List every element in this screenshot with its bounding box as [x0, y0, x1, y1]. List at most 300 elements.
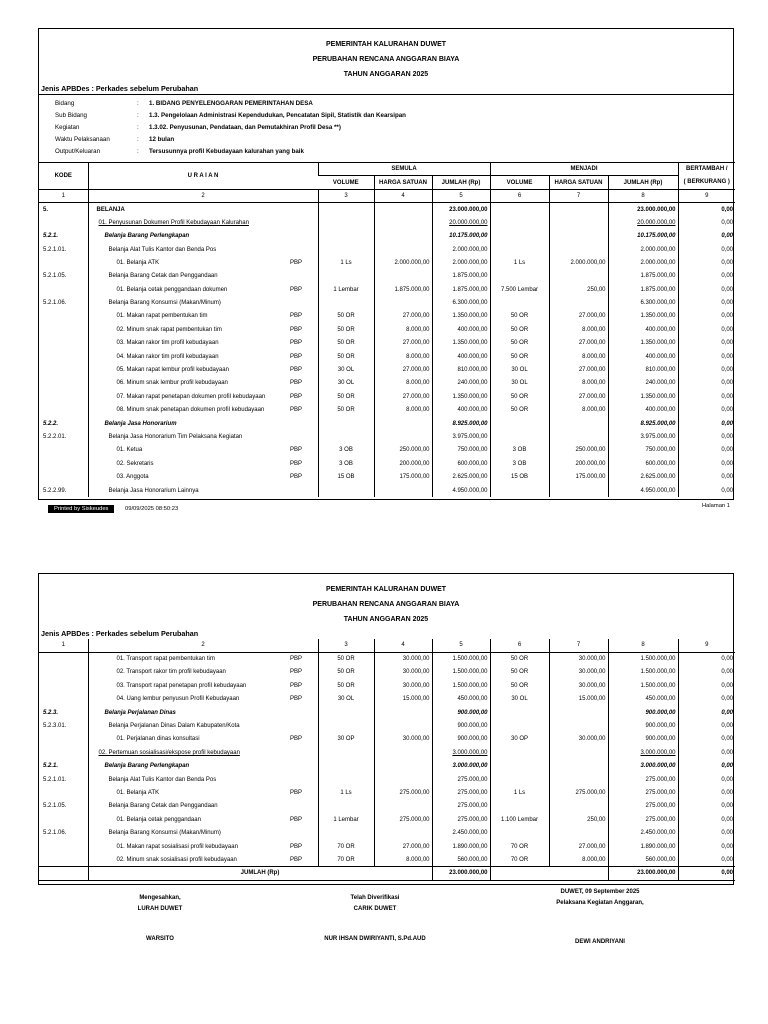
row-satuan: PBP [290, 447, 303, 454]
row-satuan [288, 706, 318, 719]
row-harga-semula [374, 706, 432, 719]
total-jumlah-semula: 23.000.000,00 [432, 867, 490, 880]
row-uraian-text: 01. Transport rapat pembentukan tim [116, 656, 215, 663]
row-selisih: 0,00 [678, 719, 735, 732]
table-row [39, 216, 735, 229]
row-volume-semula [318, 719, 374, 732]
row-uraian [88, 679, 288, 692]
row-uraian-text: Belanja Barang Konsumsi (Makan/Minum) [108, 830, 221, 837]
row-harga-menjadi [549, 706, 608, 719]
row-volume-semula: 3 OB [318, 457, 374, 470]
sig-mid-name: NUR IHSAN DWIRIYANTI, S.Pd.AUD [324, 936, 426, 942]
row-uraian-text: 02. Minum snak sosialisasi profil kebudayaan [116, 856, 237, 863]
row-volume-menjadi [490, 760, 549, 773]
row-jumlah-semula: 400.000,00 [432, 323, 490, 336]
row-volume-menjadi: 1.100 Lembar [490, 813, 549, 826]
row-kode [39, 337, 88, 350]
row-harga-semula: 200.000,00 [374, 457, 432, 470]
row-harga-semula [374, 243, 432, 256]
row-harga-menjadi [549, 296, 608, 309]
info-colon: : [137, 112, 139, 119]
row-kode: 5.2.1. [43, 233, 59, 240]
row-selisih: 0,00 [678, 786, 735, 799]
row-harga-semula: 30.000,00 [374, 666, 432, 679]
info-key: Kegiatan [55, 124, 80, 131]
row-harga-semula [374, 270, 432, 283]
column-number: 6 [490, 189, 549, 202]
header-line-2: PERUBAHAN RENCANA ANGGARAN BIAYA [312, 56, 460, 63]
row-uraian-text: 02. Sekretaris [116, 460, 154, 467]
row-uraian-text: 02. Pertemuan sosialisasi/ekspose profil kebudayaan [98, 749, 240, 756]
row-uraian-text: 02. Minum snak rapat pembentukan tim [116, 326, 222, 333]
col-menjadi: MENJADI [490, 163, 678, 176]
table-row [39, 363, 735, 376]
row-jumlah-menjadi: 1.500.000,00 [608, 679, 678, 692]
row-volume-semula: 50 OR [318, 404, 374, 417]
row-selisih: 0,00 [678, 693, 735, 706]
row-uraian [88, 706, 288, 719]
row-jumlah-semula: 1.890.000,00 [432, 840, 490, 853]
row-harga-semula: 8.000,00 [374, 350, 432, 363]
row-uraian-text: 01. Perjalanan dinas konsultasi [116, 736, 200, 743]
row-selisih: 0,00 [678, 323, 735, 336]
row-selisih: 0,00 [678, 826, 735, 839]
table-row [39, 350, 735, 363]
row-uraian [88, 652, 288, 665]
row-volume-semula: 50 OR [318, 390, 374, 403]
row-uraian [88, 457, 288, 470]
row-volume-semula [318, 773, 374, 786]
row-jumlah-semula: 1.500.000,00 [432, 666, 490, 679]
row-volume-semula: 3 OB [318, 444, 374, 457]
row-uraian-text: Belanja Barang Cetak dan Penggandaan [108, 273, 218, 280]
row-kode [39, 444, 88, 457]
row-volume-semula [318, 216, 374, 229]
row-uraian [88, 229, 288, 242]
row-jumlah-menjadi: 1.350.000,00 [608, 337, 678, 350]
row-satuan: PBP [290, 816, 303, 823]
row-harga-semula [374, 203, 432, 216]
row-satuan [288, 773, 318, 786]
row-satuan [288, 826, 318, 839]
row-uraian [88, 840, 288, 853]
row-volume-menjadi: 30 OP [490, 733, 549, 746]
column-number: 9 [678, 189, 735, 202]
row-volume-semula: 30 OL [318, 363, 374, 376]
table-row [39, 693, 735, 706]
row-kode [39, 283, 88, 296]
row-volume-semula [318, 800, 374, 813]
table-row [39, 270, 735, 283]
row-volume-menjadi: 30 OL [490, 693, 549, 706]
row-jumlah-menjadi: 1.875.000,00 [608, 270, 678, 283]
row-uraian-text: 07. Makan rapat penetapan dokumen profil kebudayaan [116, 393, 266, 400]
row-volume-menjadi: 7.500 Lembar [490, 283, 549, 296]
rab-page-1 [38, 28, 734, 500]
row-satuan: PBP [290, 656, 303, 663]
info-colon: : [137, 100, 139, 107]
row-volume-menjadi: 50 OR [490, 323, 549, 336]
info-value: Tersusunnya profil Kebudayaan kalurahan yang baik [149, 148, 304, 155]
row-uraian-text: 04. Makan rakor tim profil kebudayaan [116, 353, 219, 360]
row-uraian [88, 733, 288, 746]
row-selisih: 0,00 [678, 733, 735, 746]
row-kode [39, 679, 88, 692]
col-semula: SEMULA [318, 163, 490, 176]
row-kode: 5.2.2.01. [43, 434, 67, 440]
row-uraian-text: 01. Belanja cetak penggandaan dokumen [116, 286, 228, 293]
row-jumlah-menjadi: 400.000,00 [608, 323, 678, 336]
row-harga-semula [374, 296, 432, 309]
row-harga-semula: 275.000,00 [374, 813, 432, 826]
row-jumlah-semula: 20.000.000,00 [432, 216, 490, 229]
row-uraian-text: 01. Penyusunan Dokumen Profil Kebudayaan Kalurahan [98, 219, 249, 226]
row-harga-menjadi: 27.000,00 [549, 310, 608, 323]
row-kode [39, 470, 88, 483]
row-kode [39, 377, 88, 390]
row-harga-menjadi: 8.000,00 [549, 323, 608, 336]
row-harga-menjadi [549, 760, 608, 773]
row-selisih: 0,00 [678, 243, 735, 256]
row-satuan [288, 229, 318, 242]
row-harga-semula: 30.000,00 [374, 733, 432, 746]
row-uraian-text: BELANJA [96, 206, 125, 213]
row-jumlah-semula: 900.000,00 [432, 719, 490, 732]
row-harga-menjadi: 8.000,00 [549, 377, 608, 390]
row-harga-semula: 8.000,00 [374, 404, 432, 417]
row-harga-semula: 8.000,00 [374, 323, 432, 336]
budget-table-1 [39, 162, 735, 497]
row-selisih: 0,00 [678, 652, 735, 665]
row-jumlah-menjadi: 10.175.000,00 [608, 229, 678, 242]
table-row [39, 679, 735, 692]
row-uraian-text: 08. Minum snak penetapan dokumen profil kebudayaan [116, 407, 265, 414]
table-row [39, 323, 735, 336]
row-uraian-text: Belanja Barang Konsumsi (Makan/Minum) [108, 300, 221, 307]
row-selisih: 0,00 [678, 310, 735, 323]
row-satuan: PBP [290, 856, 303, 863]
row-jumlah-menjadi: 2.625.000,00 [608, 470, 678, 483]
row-volume-semula: 30 OL [318, 377, 374, 390]
row-kode [39, 853, 88, 866]
row-selisih: 0,00 [678, 746, 735, 759]
row-harga-menjadi [549, 719, 608, 732]
row-selisih: 0,00 [678, 270, 735, 283]
row-harga-semula: 30.000,00 [374, 652, 432, 665]
row-volume-menjadi [490, 216, 549, 229]
row-jumlah-semula: 2.625.000,00 [432, 470, 490, 483]
row-kode [39, 666, 88, 679]
row-kode [39, 404, 88, 417]
row-volume-semula: 50 OR [318, 679, 374, 692]
row-jumlah-semula: 275.000,00 [432, 800, 490, 813]
row-satuan: PBP [290, 367, 303, 374]
row-harga-menjadi: 200.000,00 [549, 457, 608, 470]
row-volume-menjadi [490, 746, 549, 759]
activity-info [39, 94, 733, 162]
row-selisih: 0,00 [678, 666, 735, 679]
row-harga-semula [374, 800, 432, 813]
row-harga-semula [374, 719, 432, 732]
table-row [39, 377, 735, 390]
row-satuan: PBP [290, 353, 303, 360]
row-volume-menjadi: 30 OL [490, 377, 549, 390]
row-uraian [88, 470, 288, 483]
row-volume-menjadi [490, 826, 549, 839]
row-uraian [88, 800, 288, 813]
table-row [39, 229, 735, 242]
row-satuan: PBP [290, 380, 303, 387]
table-row [39, 283, 735, 296]
info-key: Output/Keluaran [55, 148, 101, 155]
table-row [39, 484, 735, 497]
row-harga-menjadi [549, 430, 608, 443]
row-satuan: PBP [290, 474, 303, 481]
info-row [55, 146, 733, 158]
row-uraian-text: 01. Belanja cetak penggandaan [116, 816, 201, 823]
row-satuan: PBP [290, 286, 303, 293]
row-uraian [88, 283, 288, 296]
row-harga-semula: 250.000,00 [374, 444, 432, 457]
row-jumlah-semula: 400.000,00 [432, 350, 490, 363]
rab-page-2 [38, 573, 734, 885]
row-uraian-text: 02. Transport rakor tim profil kebudayaan [116, 669, 226, 676]
row-jumlah-menjadi: 8.925.000,00 [608, 417, 678, 430]
row-harga-menjadi: 8.000,00 [549, 404, 608, 417]
info-key: Bidang [55, 100, 75, 107]
row-jumlah-menjadi: 560.000,00 [608, 853, 678, 866]
row-jumlah-menjadi: 20.000.000,00 [608, 216, 678, 229]
row-uraian [88, 826, 288, 839]
info-colon: : [137, 136, 139, 143]
row-harga-semula [374, 430, 432, 443]
row-volume-menjadi: 50 OR [490, 666, 549, 679]
row-jumlah-semula: 275.000,00 [432, 773, 490, 786]
row-uraian [88, 296, 288, 309]
table-row [39, 773, 735, 786]
row-harga-menjadi [549, 773, 608, 786]
row-uraian [88, 323, 288, 336]
table-row [39, 417, 735, 430]
row-selisih: 0,00 [678, 377, 735, 390]
total-jumlah-menjadi: 23.000.000,00 [608, 867, 678, 880]
row-kode: 5.2.1.01. [43, 246, 67, 253]
row-volume-semula: 30 OL [318, 693, 374, 706]
row-volume-menjadi [490, 417, 549, 430]
row-harga-semula: 30.000,00 [374, 679, 432, 692]
col-jumlah-1: JUMLAH (Rp) [432, 176, 490, 189]
row-volume-menjadi [490, 270, 549, 283]
col-harga-1: HARGA SATUAN [374, 176, 432, 189]
row-harga-menjadi: 27.000,00 [549, 840, 608, 853]
info-value: 1.3. Pengelolaan Administrasi Kependudukan, Pencatatan Sipil, Statistik dan Kearsipan [149, 112, 406, 119]
row-uraian [88, 243, 288, 256]
row-kode [39, 693, 88, 706]
row-harga-menjadi: 250,00 [549, 813, 608, 826]
row-volume-menjadi [490, 706, 549, 719]
row-kode: 5.2.2. [43, 420, 59, 427]
table-row [39, 786, 735, 799]
row-jumlah-semula: 23.000.000,00 [432, 203, 490, 216]
col-bertambah: BERTAMBAH / [678, 163, 735, 176]
row-kode: 5.2.2.99. [43, 487, 67, 494]
row-volume-menjadi [490, 773, 549, 786]
row-harga-semula [374, 417, 432, 430]
row-uraian [88, 404, 288, 417]
row-harga-menjadi [549, 484, 608, 497]
row-volume-semula: 50 OR [318, 310, 374, 323]
row-jumlah-menjadi: 275.000,00 [608, 773, 678, 786]
row-selisih: 0,00 [678, 430, 735, 443]
row-uraian-text: 01. Ketua [116, 447, 143, 454]
table-row [39, 813, 735, 826]
row-jumlah-menjadi: 1.350.000,00 [608, 310, 678, 323]
info-row [55, 134, 733, 146]
column-number: 1 [39, 639, 88, 652]
column-number: 4 [374, 639, 432, 652]
row-satuan: PBP [290, 736, 303, 743]
row-uraian [88, 216, 288, 229]
sig-right-line2: Pelaksana Kegiatan Anggaran, [556, 900, 644, 906]
row-satuan [288, 719, 318, 732]
row-kode: 5.2.1. [43, 763, 59, 770]
total-blank [39, 867, 88, 880]
row-volume-menjadi: 3 OB [490, 457, 549, 470]
row-uraian [88, 337, 288, 350]
sig-right-line1: DUWET, 09 September 2025 [560, 889, 640, 895]
row-jumlah-menjadi: 2.000.000,00 [608, 243, 678, 256]
table-row [39, 310, 735, 323]
row-volume-semula [318, 243, 374, 256]
row-jumlah-semula: 3.000.000,00 [432, 746, 490, 759]
row-uraian-text: Belanja Barang Perlengkapan [104, 763, 190, 770]
row-uraian-text: 03. Anggota [116, 474, 149, 481]
table-row [39, 840, 735, 853]
row-kode [39, 390, 88, 403]
column-number: 3 [318, 639, 374, 652]
document-header-2 [39, 582, 733, 627]
row-kode: 5.2.1.05. [43, 803, 67, 810]
row-volume-semula [318, 229, 374, 242]
row-kode: 5. [43, 206, 49, 213]
row-jumlah-menjadi: 400.000,00 [608, 404, 678, 417]
row-jumlah-menjadi: 4.950.000,00 [608, 484, 678, 497]
row-harga-menjadi [549, 243, 608, 256]
row-uraian [88, 853, 288, 866]
info-colon: : [137, 148, 139, 155]
table-row [39, 470, 735, 483]
row-selisih: 0,00 [678, 773, 735, 786]
row-harga-semula: 27.000,00 [374, 363, 432, 376]
printed-by: Printed by Siskeudes [48, 505, 114, 513]
row-volume-semula: 15 OB [318, 470, 374, 483]
row-harga-semula: 8.000,00 [374, 853, 432, 866]
row-volume-menjadi: 50 OR [490, 390, 549, 403]
row-uraian-text: 05. Makan rapat lembur profil kebudayaan [116, 367, 229, 374]
row-volume-semula: 70 OR [318, 853, 374, 866]
row-kode [39, 310, 88, 323]
column-number: 1 [39, 189, 88, 202]
row-uraian [88, 350, 288, 363]
row-volume-menjadi: 30 OL [490, 363, 549, 376]
row-volume-menjadi: 50 OR [490, 652, 549, 665]
row-volume-menjadi: 3 OB [490, 444, 549, 457]
row-harga-semula [374, 760, 432, 773]
table-row [39, 404, 735, 417]
row-volume-menjadi: 50 OR [490, 679, 549, 692]
row-volume-menjadi [490, 243, 549, 256]
row-harga-menjadi: 250.000,00 [549, 444, 608, 457]
table-row [39, 243, 735, 256]
row-selisih: 0,00 [678, 390, 735, 403]
row-satuan: PBP [290, 682, 303, 689]
row-selisih: 0,00 [678, 706, 735, 719]
row-kode [39, 457, 88, 470]
row-uraian [88, 377, 288, 390]
table-row [39, 853, 735, 866]
row-harga-menjadi: 27.000,00 [549, 390, 608, 403]
row-jumlah-menjadi: 275.000,00 [608, 800, 678, 813]
row-selisih: 0,00 [678, 296, 735, 309]
row-jumlah-semula: 560.000,00 [432, 853, 490, 866]
row-selisih: 0,00 [678, 813, 735, 826]
row-uraian-text: 03. Transport rapat penetapan profil kebudayaan [116, 682, 247, 689]
row-satuan: PBP [290, 789, 303, 796]
row-jumlah-semula: 3.975.000,00 [432, 430, 490, 443]
row-kode [39, 733, 88, 746]
col-volume-2: VOLUME [490, 176, 549, 189]
row-jumlah-menjadi: 900.000,00 [608, 719, 678, 732]
sig-right-name: DEWI ANDRIYANI [575, 939, 625, 945]
row-jumlah-semula: 4.950.000,00 [432, 484, 490, 497]
row-selisih: 0,00 [678, 337, 735, 350]
row-uraian-text: 06. Minum snak lembur profil kebudayaan [116, 380, 228, 387]
row-jumlah-semula: 275.000,00 [432, 786, 490, 799]
row-volume-semula: 50 OR [318, 350, 374, 363]
col-berkurang: ( BERKURANG ) [678, 176, 735, 189]
column-number: 3 [318, 189, 374, 202]
row-satuan: PBP [290, 696, 303, 703]
row-volume-semula: 70 OR [318, 840, 374, 853]
row-volume-menjadi: 70 OR [490, 840, 549, 853]
row-uraian [88, 693, 288, 706]
row-satuan [288, 430, 318, 443]
table-row [39, 444, 735, 457]
row-harga-menjadi [549, 746, 608, 759]
row-uraian-text: Belanja Barang Perlengkapan [104, 233, 190, 240]
signature-lurah [110, 893, 210, 945]
row-harga-menjadi [549, 229, 608, 242]
row-uraian-text: Belanja Jasa Honorarium Lainnya [108, 487, 199, 494]
row-satuan: PBP [290, 259, 303, 266]
column-number: 5 [432, 189, 490, 202]
row-jumlah-menjadi: 1.875.000,00 [608, 283, 678, 296]
row-satuan [288, 417, 318, 430]
row-kode [39, 786, 88, 799]
row-satuan [288, 216, 318, 229]
row-selisih: 0,00 [678, 470, 735, 483]
row-volume-menjadi [490, 203, 549, 216]
row-uraian [88, 390, 288, 403]
row-harga-menjadi: 15.000,00 [549, 693, 608, 706]
row-harga-menjadi: 2.000.000,00 [549, 256, 608, 269]
row-uraian-text: Belanja Perjalanan Dinas [104, 709, 176, 716]
row-harga-semula [374, 216, 432, 229]
row-selisih: 0,00 [678, 800, 735, 813]
row-harga-semula: 175.000,00 [374, 470, 432, 483]
table-row [39, 760, 735, 773]
page-number: Halaman 1 [701, 503, 730, 509]
